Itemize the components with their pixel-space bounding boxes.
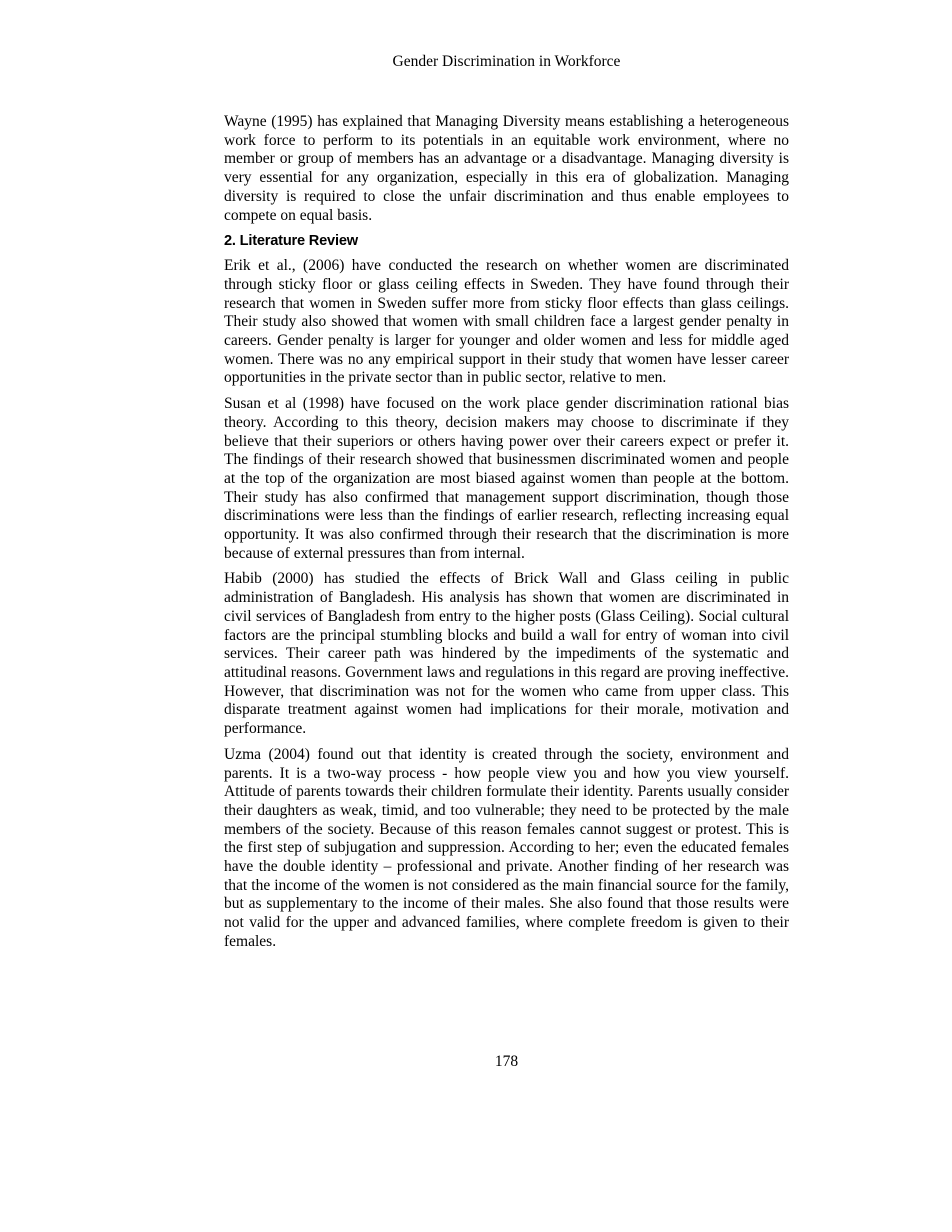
section-heading-literature-review: 2. Literature Review xyxy=(224,233,358,250)
paragraph-uzma: Uzma (2004) found out that identity is created through the society, environment and parents. It is a two-way process - how people view you and how you view yourself. Attitude of parents towards their children formulate their identity. Parents usually consider their daughters as weak, timid, and too vulnerable; they need to be protected by the male members of the society. Because of this reason females cannot suggest or protest. This is the first step of subjugation and suppression. According to her; even the educated females have the double identity – professional and private. Another finding of her research was that the income of the women is not considered as the main financial source for the family, but as supplementary to the income of their males. She also found that those results were not valid for the upper and advanced families, where complete freedom is given to their females. xyxy=(224,745,789,950)
running-header: Gender Discrimination in Workforce xyxy=(392,53,621,70)
paragraph-susan: Susan et al (1998) have focused on the work place gender discrimination rational bias theory. According to this theory, decision makers may choose to discriminate if they believe that their superiors or others having power over their careers expect or prefer it. The findings of their research showed that businessmen discriminated women and people at the top of the organization are most biased against women than people at the bottom. Their study has also confirmed that management support discrimination, though those discriminations were less than the findings of earlier research, reflecting increasing equal opportunity. It was also confirmed through their research that the discrimination is more because of external pressures than from internal. xyxy=(224,395,789,562)
page-body xyxy=(224,113,789,959)
paragraph-habib: Habib (2000) has studied the effects of Brick Wall and Glass ceiling in public administration of Bangladesh. His analysis has shown that women are discriminated in civil services of Bangladesh from entry to the higher posts (Glass Ceiling). Social cultural factors are the principal stumbling blocks and build a wall for entry of woman into civil services. Their career path was hindered by the impediments of the systematic and attitudinal reasons. Government laws and regulations in this regard are proving ineffective. However, that discrimination was not for the women who came from upper class. This disparate treatment against women had implications for their morale, motivation and performance. xyxy=(224,570,789,738)
paragraph-wayne: Wayne (1995) has explained that Managing Diversity means establishing a heterogeneous work force to perform to its potentials in an equitable work environment, where no member or group of members has an advantage or a disadvantage. Managing diversity is very essential for any organization, especially in this era of globalization. Managing diversity is required to close the unfair discrimination and thus enable employees to compete on equal basis. xyxy=(224,113,789,224)
page-number: 178 xyxy=(494,1053,519,1070)
paragraph-erik: Erik et al., (2006) have conducted the research on whether women are discriminated through sticky floor or glass ceiling effects in Sweden. They have found through their research that women in Sweden suffer more from sticky floor effects than glass ceilings. Their study also showed that women with small children face a largest gender penalty in careers. Gender penalty is larger for younger and older women and less for middle aged women. There was no any empirical support in their study that women have lesser career opportunities in the private sector than in public sector, relative to men. xyxy=(224,257,789,387)
